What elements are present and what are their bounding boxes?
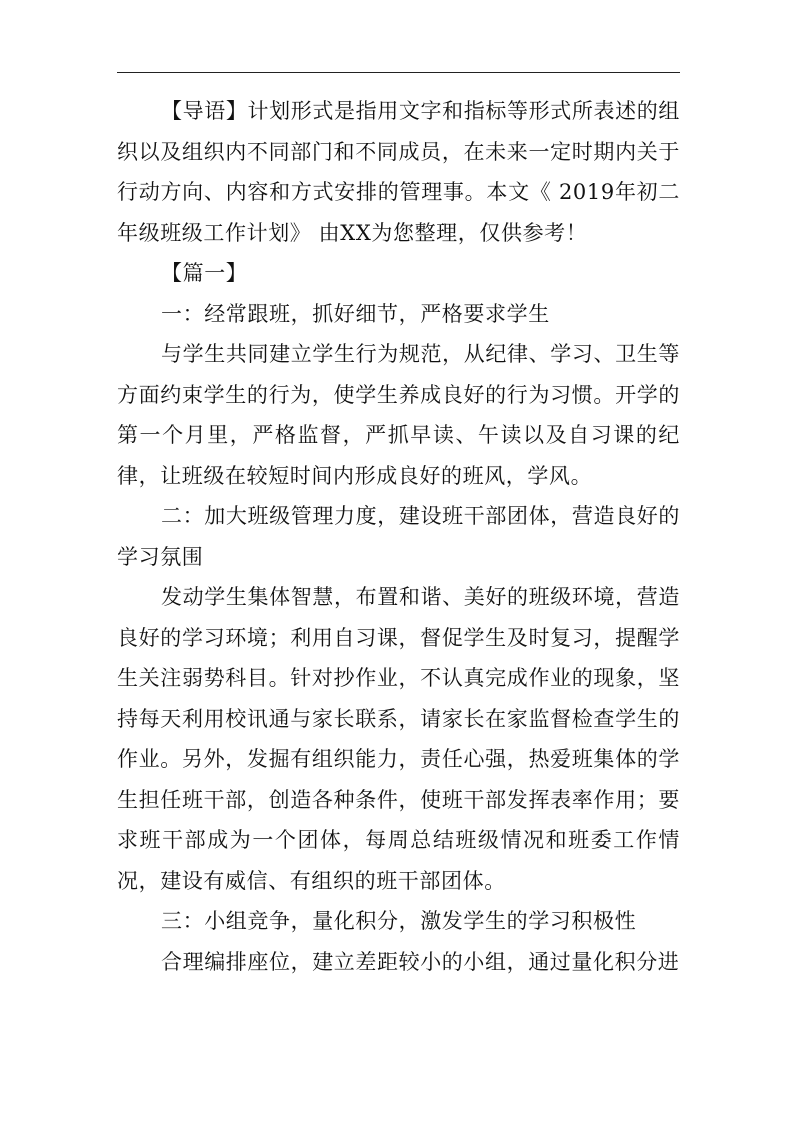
heading-1: 一：经常跟班，抓好细节，严格要求学生 [161,301,550,326]
heading-3: 三：小组竞争，量化积分，激发学生的学习积极性 [161,909,637,933]
paragraph-1: 与学生共同建立学生行为规范，从纪律、学习、卫生等方面约束学生的行为，使学生养成良好的行为习惯。开学的第一个月里，严格监督，严抓早读、午读以及自习课的纪律，让班级在较短时间内形成良好的班风，学风。 [117,342,680,488]
document-body [117,91,680,982]
heading-2: 二：加大班级管理力度，建设班干部团体，营造良好的学习氛围 [117,504,680,569]
header-rule [117,72,680,73]
paragraph-2: 发动学生集体智慧，布置和谐、美好的班级环境，营造良好的学习环境；利用自习课，督促学生及时复习，提醒学生关注弱势科目。针对抄作业，不认真完成作业的现象，坚持每天利用校讯通与家长联系，请家长在家监督检查学生的作业。另外，发掘有组织能力，责任心强，热爱班集体的学生担任班干部，创造各种条件，使班干部发挥表率作用；要求班干部成为一个团体，每周总结班级情况和班委工作情况，建设有威信、有组织的班干部团体。 [117,585,680,893]
paragraph-3: 合理编排座位，建立差距较小的小组，通过量化积分进 [161,949,680,974]
section-title: 【篇一】 [161,261,248,285]
intro-paragraph: 【导语】计划形式是指用文字和指标等形式所表述的组织以及组织内不同部门和不同成员，在未来一定时期内关于行动方向、内容和方式安排的管理事。本文《 2019年初二年级班级工作计划》 由XX为您整理，仅供参考！ [117,99,680,245]
